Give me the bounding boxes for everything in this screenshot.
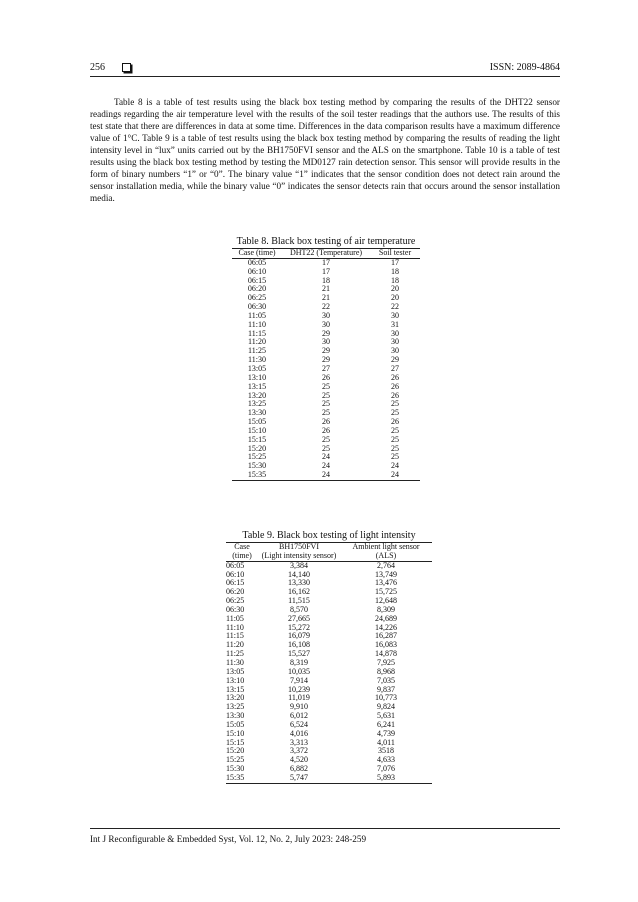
table-cell: 6,882	[290, 764, 308, 774]
table-cell: 06:15	[226, 578, 245, 588]
column-header-soil-tester: Soil tester	[370, 249, 420, 259]
table-cell: 30	[322, 319, 330, 329]
table-row	[226, 641, 432, 650]
table-cell: 21	[322, 293, 330, 303]
table-cell: 14,226	[375, 622, 397, 632]
table-cell: 15:15	[226, 737, 245, 747]
table-cell: 15:05	[226, 719, 245, 729]
table-cell: 31	[391, 319, 399, 329]
table-row	[226, 756, 432, 765]
table-cell: 15:35	[232, 471, 282, 480]
table-9-grid	[226, 542, 432, 784]
table-cell: 11:15	[248, 328, 266, 338]
table-cell: 9,910	[290, 702, 308, 712]
table-cell: 10,239	[288, 684, 310, 694]
table-cell: 16,287	[375, 631, 397, 641]
table-cell: 17	[322, 257, 330, 267]
table-cell: 13:15	[247, 381, 267, 391]
column-header-case: Case	[226, 543, 258, 552]
table-cell: 4,011	[377, 737, 395, 747]
table-cell: 27	[322, 363, 330, 373]
table-row	[226, 579, 432, 588]
table-cell: 11:05	[226, 613, 244, 623]
column-header-bh1750fvi: BH1750FVI	[258, 543, 340, 552]
table-cell: 13,476	[375, 578, 397, 588]
table-cell: 17	[322, 266, 330, 276]
table-cell: 3,372	[290, 746, 308, 756]
table-row	[232, 471, 420, 480]
table-cell: 26	[391, 390, 399, 400]
table-cell: 29	[391, 355, 399, 365]
table-cell: 4,016	[290, 728, 308, 738]
table-cell: 25	[322, 443, 330, 453]
table-cell: 11:25	[248, 346, 266, 356]
table-cell: 26	[391, 381, 399, 391]
table-cell: 15:25	[247, 452, 267, 462]
table-cell: 7,076	[377, 764, 395, 774]
table-row	[226, 712, 432, 721]
column-header-als: Ambient light sensor	[340, 543, 432, 552]
table-cell: 25	[391, 408, 399, 418]
table-cell: 5,893	[340, 774, 432, 783]
table-row	[226, 561, 432, 570]
table-cell: 8,319	[290, 657, 308, 667]
table-cell: 13:20	[226, 693, 245, 703]
table-cell: 11:05	[248, 310, 266, 320]
table-row	[226, 650, 432, 659]
table-cell: 15:20	[226, 746, 245, 756]
table-cell: 13,330	[288, 578, 310, 588]
table-row	[226, 588, 432, 597]
table-cell: 06:05	[247, 257, 267, 267]
table-cell: 15:10	[247, 425, 267, 435]
table-cell: 25	[322, 381, 330, 391]
table-cell: 24	[322, 461, 330, 471]
table-cell: 16,083	[375, 640, 397, 650]
table-row	[226, 774, 432, 783]
table-9	[226, 530, 432, 784]
table-cell: 13:25	[226, 702, 245, 712]
table-cell: 11:10	[226, 622, 244, 632]
table-cell: 15,527	[288, 649, 310, 659]
column-subheader-time: (time)	[226, 552, 258, 561]
table-cell: 5,631	[377, 711, 395, 721]
table-cell: 22	[322, 302, 330, 312]
table-cell: 5,747	[258, 774, 340, 783]
table-row	[226, 597, 432, 606]
table-cell: 15:25	[226, 755, 245, 765]
table-cell: 13:30	[247, 408, 267, 418]
table-cell: 10,773	[375, 693, 397, 703]
table-cell: 16,162	[288, 587, 310, 597]
table-cell: 3,313	[290, 737, 308, 747]
table-cell: 24	[391, 461, 399, 471]
table-cell: 13:10	[226, 675, 245, 685]
table-cell: 25	[391, 443, 399, 453]
table-cell: 13:30	[226, 711, 245, 721]
table-cell: 6,524	[290, 719, 308, 729]
table-cell: 15:20	[247, 443, 267, 453]
table-cell: 12,648	[375, 596, 397, 606]
footer-rule	[90, 828, 560, 829]
table-cell: 06:25	[226, 596, 245, 606]
table-cell: 29	[322, 328, 330, 338]
table-row	[226, 668, 432, 677]
table-cell: 30	[391, 346, 399, 356]
table-cell: 15:30	[247, 461, 267, 471]
table-cell: 06:20	[247, 284, 267, 294]
issn-label: ISSN: 2089-4864	[489, 62, 560, 73]
table-cell: 25	[322, 399, 330, 409]
table-cell: 27	[391, 363, 399, 373]
table-cell: 29	[322, 355, 330, 365]
column-header-case: Case (time)	[232, 249, 282, 259]
table-cell: 13:05	[247, 363, 267, 373]
table-8-caption: Table 8. Black box testing of air temperature	[236, 236, 416, 247]
table-cell: 11:30	[248, 355, 266, 365]
table-cell: 11:20	[248, 337, 266, 347]
body-paragraph: Table 8 is a table of test results using the black box testing method by comparing the results of the DHT22 sensor readings regarding the air temperature level with the results of the soil tester readings that the authors use. The results of this test state that there are differences in data at some time. Differences in the data comparison results have a maximum difference value of 1°C. Table 9 is a table of test results using the black box testing method by comparing the results of reading the light intensity level in “lux” units carried out by the BH1750FVI sensor and the ALS on the smartphone. Table 10 is a table of test results using the black box testing method by testing the MD0127 rain detection sensor. This sensor will provide results in the form of binary numbers “1” or “0”. The binary value “1” indicates that the sensor condition does not detect rain around the sensor installation media, while the binary value “0” indicates the sensor detects rain that occurs around the sensor installation media.	[90, 97, 560, 204]
table-cell: 25	[322, 408, 330, 418]
table-9-caption: Table 9. Black box testing of light intensity	[242, 530, 416, 541]
table-cell: 8,968	[377, 666, 395, 676]
table-cell: 15:15	[247, 434, 267, 444]
table-cell: 3518	[378, 746, 394, 756]
table-cell: 25	[391, 425, 399, 435]
table-row	[226, 721, 432, 730]
table-cell: 2,764	[377, 560, 395, 570]
table-cell: 26	[322, 417, 330, 427]
table-cell: 15:30	[226, 764, 245, 774]
table-row	[226, 624, 432, 633]
table-cell: 14,140	[288, 569, 310, 579]
table-cell: 9,824	[377, 702, 395, 712]
table-cell: 30	[322, 337, 330, 347]
table-cell: 7,925	[377, 657, 395, 667]
table-cell: 30	[391, 328, 399, 338]
footer-citation: Int J Reconfigurable & Embedded Syst, Vol. 12, No. 2, July 2023: 248-259	[90, 834, 367, 844]
table-cell: 4,739	[377, 728, 395, 738]
table-cell: 06:10	[226, 569, 245, 579]
table-8-grid	[232, 248, 420, 481]
table-cell: 18	[322, 275, 330, 285]
table-cell: 16,108	[288, 640, 310, 650]
table-cell: 26	[391, 372, 399, 382]
page-header	[90, 62, 560, 77]
table-cell: 30	[391, 310, 399, 320]
page-number: 256	[90, 62, 105, 73]
table-cell: 25	[391, 434, 399, 444]
table-cell: 13,749	[375, 569, 397, 579]
table-8	[230, 236, 422, 481]
table-cell: 06:20	[226, 587, 245, 597]
table-cell: 20	[391, 284, 399, 294]
table-cell: 13:15	[226, 684, 245, 694]
table-cell: 11:15	[226, 631, 244, 641]
table-cell: 13:25	[247, 399, 267, 409]
table-cell: 22	[391, 302, 399, 312]
table-row	[226, 677, 432, 686]
table-cell: 13:05	[226, 666, 245, 676]
table-row	[226, 632, 432, 641]
column-header-dht22: DHT22 (Temperature)	[282, 249, 370, 259]
table-cell: 11:30	[226, 657, 244, 667]
table-cell: 15:05	[247, 417, 267, 427]
table-cell: 15,725	[375, 587, 397, 597]
table-cell: 24	[322, 452, 330, 462]
table-row	[226, 694, 432, 703]
table-cell: 10,035	[288, 666, 310, 676]
table-cell: 16,079	[288, 631, 310, 641]
table-cell: 14,878	[375, 649, 397, 659]
table-header-row	[232, 249, 420, 259]
table-cell: 20	[391, 293, 399, 303]
table-row	[226, 606, 432, 615]
table-cell: 7,035	[377, 675, 395, 685]
table-cell: 8,570	[290, 604, 308, 614]
table-row	[226, 686, 432, 695]
column-subheader-als: (ALS)	[340, 552, 432, 561]
table-cell: 7,914	[290, 675, 308, 685]
table-cell: 06:30	[226, 604, 245, 614]
table-cell: 13:20	[247, 390, 267, 400]
table-cell: 3,384	[290, 560, 308, 570]
table-row	[226, 765, 432, 774]
table-cell: 06:15	[247, 275, 267, 285]
table-cell: 30	[322, 310, 330, 320]
table-cell: 06:10	[247, 266, 267, 276]
table-cell: 25	[322, 390, 330, 400]
table-cell: 30	[391, 337, 399, 347]
table-row	[226, 739, 432, 748]
column-subheader-light-sensor: (Light intensity sensor)	[258, 552, 340, 561]
table-cell: 11:20	[226, 640, 244, 650]
table-cell: 13:10	[247, 372, 267, 382]
table-cell: 11,019	[288, 693, 310, 703]
table-cell: 24,689	[375, 613, 397, 623]
table-cell: 06:25	[247, 293, 267, 303]
table-cell: 15,272	[288, 622, 310, 632]
table-cell: 26	[391, 417, 399, 427]
table-cell: 8,309	[377, 604, 395, 614]
table-row	[226, 730, 432, 739]
table-cell: 21	[322, 284, 330, 294]
table-cell: 24	[282, 471, 370, 480]
table-cell: 11:25	[226, 649, 244, 659]
table-cell: 11:10	[248, 319, 266, 329]
checkbox-square-icon	[122, 63, 131, 72]
table-cell: 25	[391, 452, 399, 462]
table-cell: 15:10	[226, 728, 245, 738]
table-cell: 6,012	[290, 711, 308, 721]
table-cell: 25	[322, 434, 330, 444]
table-cell: 9,837	[377, 684, 395, 694]
table-cell: 26	[322, 425, 330, 435]
table-cell: 17	[391, 257, 399, 267]
table-cell: 29	[322, 346, 330, 356]
table-cell: 25	[391, 399, 399, 409]
table-cell: 18	[391, 275, 399, 285]
table-cell: 11,515	[288, 596, 310, 606]
table-cell: 06:05	[226, 560, 245, 570]
table-cell: 24	[370, 471, 420, 480]
table-cell: 26	[322, 372, 330, 382]
table-row	[226, 747, 432, 756]
table-cell: 27,665	[288, 613, 310, 623]
table-row	[226, 615, 432, 624]
table-header-row-2	[226, 552, 432, 561]
table-cell: 15:35	[226, 774, 258, 783]
table-row	[226, 659, 432, 668]
table-cell: 4,633	[377, 755, 395, 765]
table-cell: 6,241	[377, 719, 395, 729]
table-row	[226, 703, 432, 712]
table-cell: 06:30	[247, 302, 267, 312]
table-row	[226, 571, 432, 580]
table-cell: 18	[391, 266, 399, 276]
table-cell: 4,520	[290, 755, 308, 765]
